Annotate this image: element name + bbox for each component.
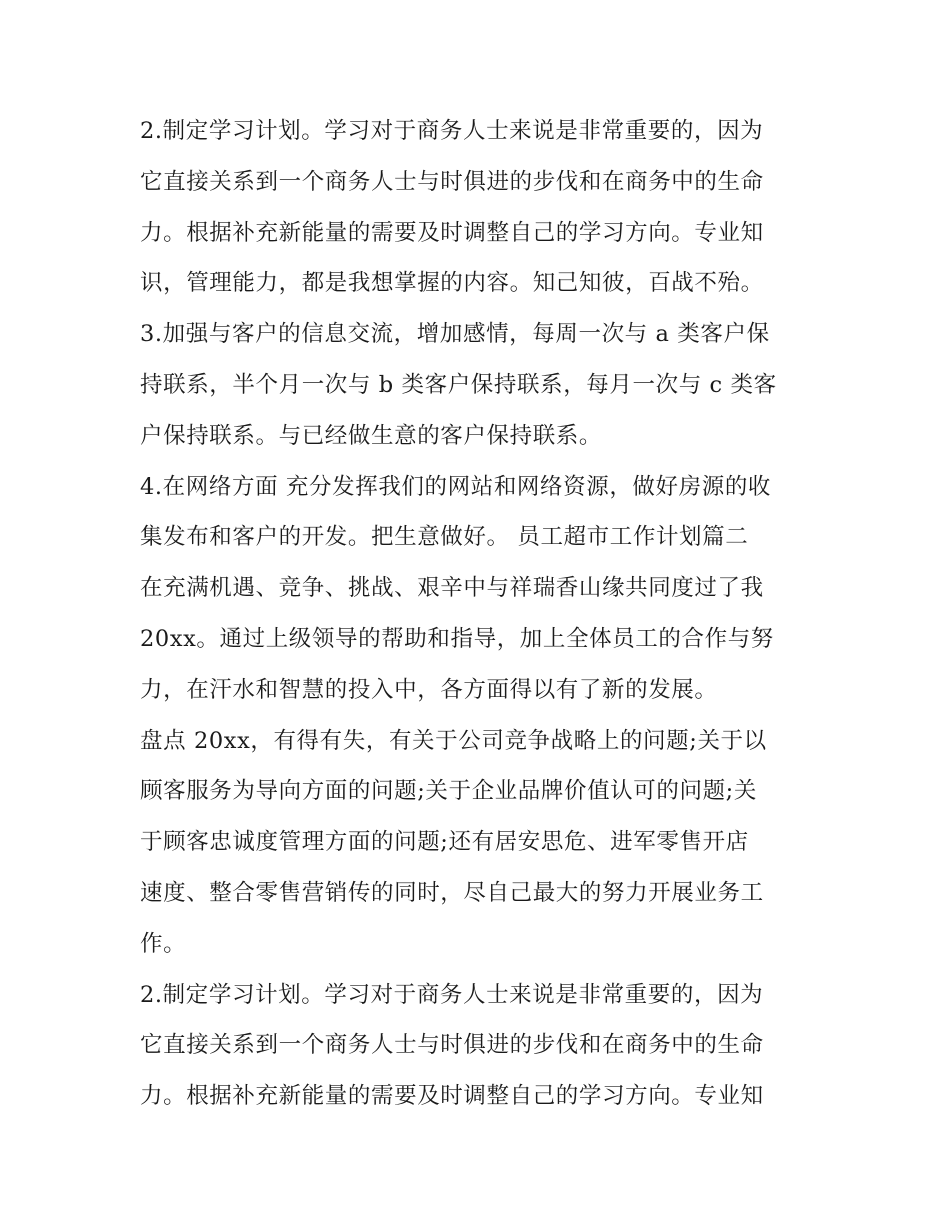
- text-line: 户保持联系。与已经做生意的客户保持联系。: [140, 422, 603, 449]
- text-line: 它直接关系到一个商务人士与时俱进的步伐和在商务中的生命: [140, 1032, 764, 1059]
- text-line: 4.在网络方面 充分发挥我们的网站和网络资源，做好房源的收: [140, 473, 772, 500]
- text-line: 2.制定学习计划。学习对于商务人士来说是非常重要的，因为: [140, 118, 764, 144]
- document-body: [140, 106, 820, 1122]
- text-line: 3.加强与客户的信息交流，增加感情，每周一次与 a 类客户保: [140, 321, 770, 348]
- text-line: 速度、整合零售营销传的同时，尽自己最大的努力开展业务工: [140, 879, 764, 906]
- text-line: 2.制定学习计划。学习对于商务人士来说是非常重要的，因为: [140, 981, 764, 1008]
- text-line: 力，在汗水和智慧的投入中，各方面得以有了新的发展。: [140, 676, 718, 703]
- text-line: 20xx。通过上级领导的帮助和指导，加上全体员工的合作与努: [140, 625, 774, 652]
- text-line: 作。: [140, 930, 187, 957]
- text-line: 持联系，半个月一次与 b 类客户保持联系，每月一次与 c 类客: [140, 371, 777, 398]
- text-line: 识，管理能力，都是我想掌握的内容。知己知彼，百战不殆。: [140, 270, 764, 297]
- text-line: 力。根据补充新能量的需要及时调整自己的学习方向。专业知: [140, 219, 764, 246]
- text-line: 它直接关系到一个商务人士与时俱进的步伐和在商务中的生命: [140, 168, 764, 195]
- text-line: 盘点 20xx，有得有失，有关于公司竞争战略上的问题;关于以: [140, 727, 767, 754]
- text-line: 于顾客忠诚度管理方面的问题;还有居安思危、进军零售开店: [140, 829, 749, 856]
- text-line: 顾客服务为导向方面的问题;关于企业品牌价值认可的问题;关: [140, 778, 757, 805]
- text-line: 力。根据补充新能量的需要及时调整自己的学习方向。专业知: [140, 1083, 764, 1110]
- text-line: 集发布和客户的开发。把生意做好。 员工超市工作计划篇二: [140, 524, 749, 551]
- text-line: 在充满机遇、竞争、挑战、艰辛中与祥瑞香山缘共同度过了我: [140, 575, 764, 602]
